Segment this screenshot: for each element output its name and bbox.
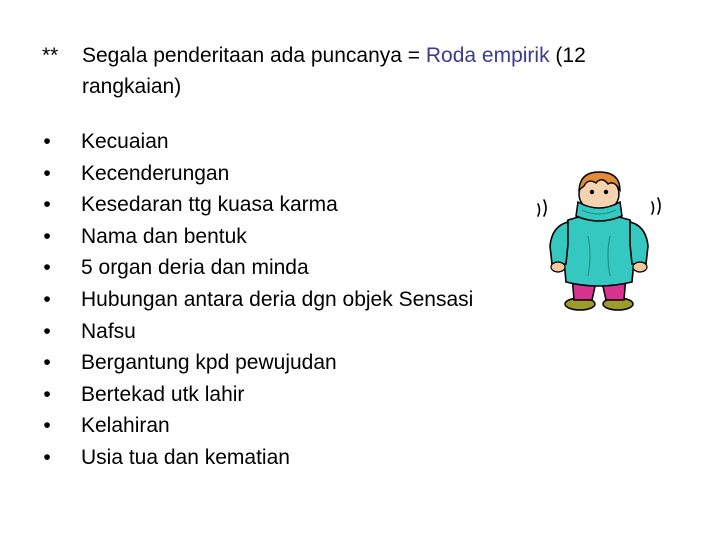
bullet-icon: • <box>43 224 51 248</box>
slide-heading <box>42 40 682 102</box>
bullet-icon: • <box>43 161 51 185</box>
list-item-label: Kelahiran <box>81 414 170 438</box>
bullet-icon: • <box>43 193 51 217</box>
list-item-label: Hubungan antara deria dgn objek Sensasi <box>81 287 474 311</box>
list-item <box>40 316 473 348</box>
heading-prefix: Segala penderitaan ada puncanya = <box>82 44 426 67</box>
list-item-label: Nafsu <box>81 319 136 343</box>
list-item-label: Kesedaran ttg kuasa karma <box>81 193 338 217</box>
list-item <box>40 158 473 190</box>
bullet-icon: • <box>43 414 51 438</box>
list-item <box>40 126 473 158</box>
heading-highlight: Roda empirik <box>425 44 550 67</box>
list-item-label: Kecuaian <box>81 130 169 153</box>
list-item-label: Bertekad utk lahir <box>81 382 245 406</box>
bullet-list <box>40 126 473 474</box>
list-item <box>40 347 473 379</box>
bullet-icon: • <box>43 382 51 406</box>
bullet-icon: • <box>43 319 51 343</box>
list-item-label: Usia tua dan kematian <box>81 445 290 469</box>
sweater <box>562 215 636 286</box>
list-item-label: 5 organ deria dan minda <box>81 256 309 280</box>
bullet-icon: • <box>43 256 51 280</box>
list-item-label: Bergantung kpd pewujudan <box>81 351 337 375</box>
list-item <box>40 252 473 284</box>
bullet-icon: • <box>43 287 51 311</box>
list-item <box>40 379 473 411</box>
list-item-label: Kecenderungan <box>81 161 230 185</box>
list-item <box>40 284 473 316</box>
list-item <box>40 410 473 442</box>
heading-text <box>82 40 682 102</box>
shivering-child-clipart-icon <box>528 166 668 316</box>
left-sleeve <box>550 222 568 264</box>
list-item <box>40 221 473 253</box>
heading-asterisks: ** <box>42 44 59 67</box>
bullet-icon: • <box>43 351 51 375</box>
list-item <box>40 189 473 221</box>
heading-suffix: (12 rangkaian) <box>82 44 586 98</box>
right-sleeve <box>630 222 648 264</box>
list-item <box>40 442 473 474</box>
bullet-icon: • <box>43 445 51 469</box>
bullet-icon: • <box>43 130 51 153</box>
list-item-label: Nama dan bentuk <box>81 224 247 248</box>
